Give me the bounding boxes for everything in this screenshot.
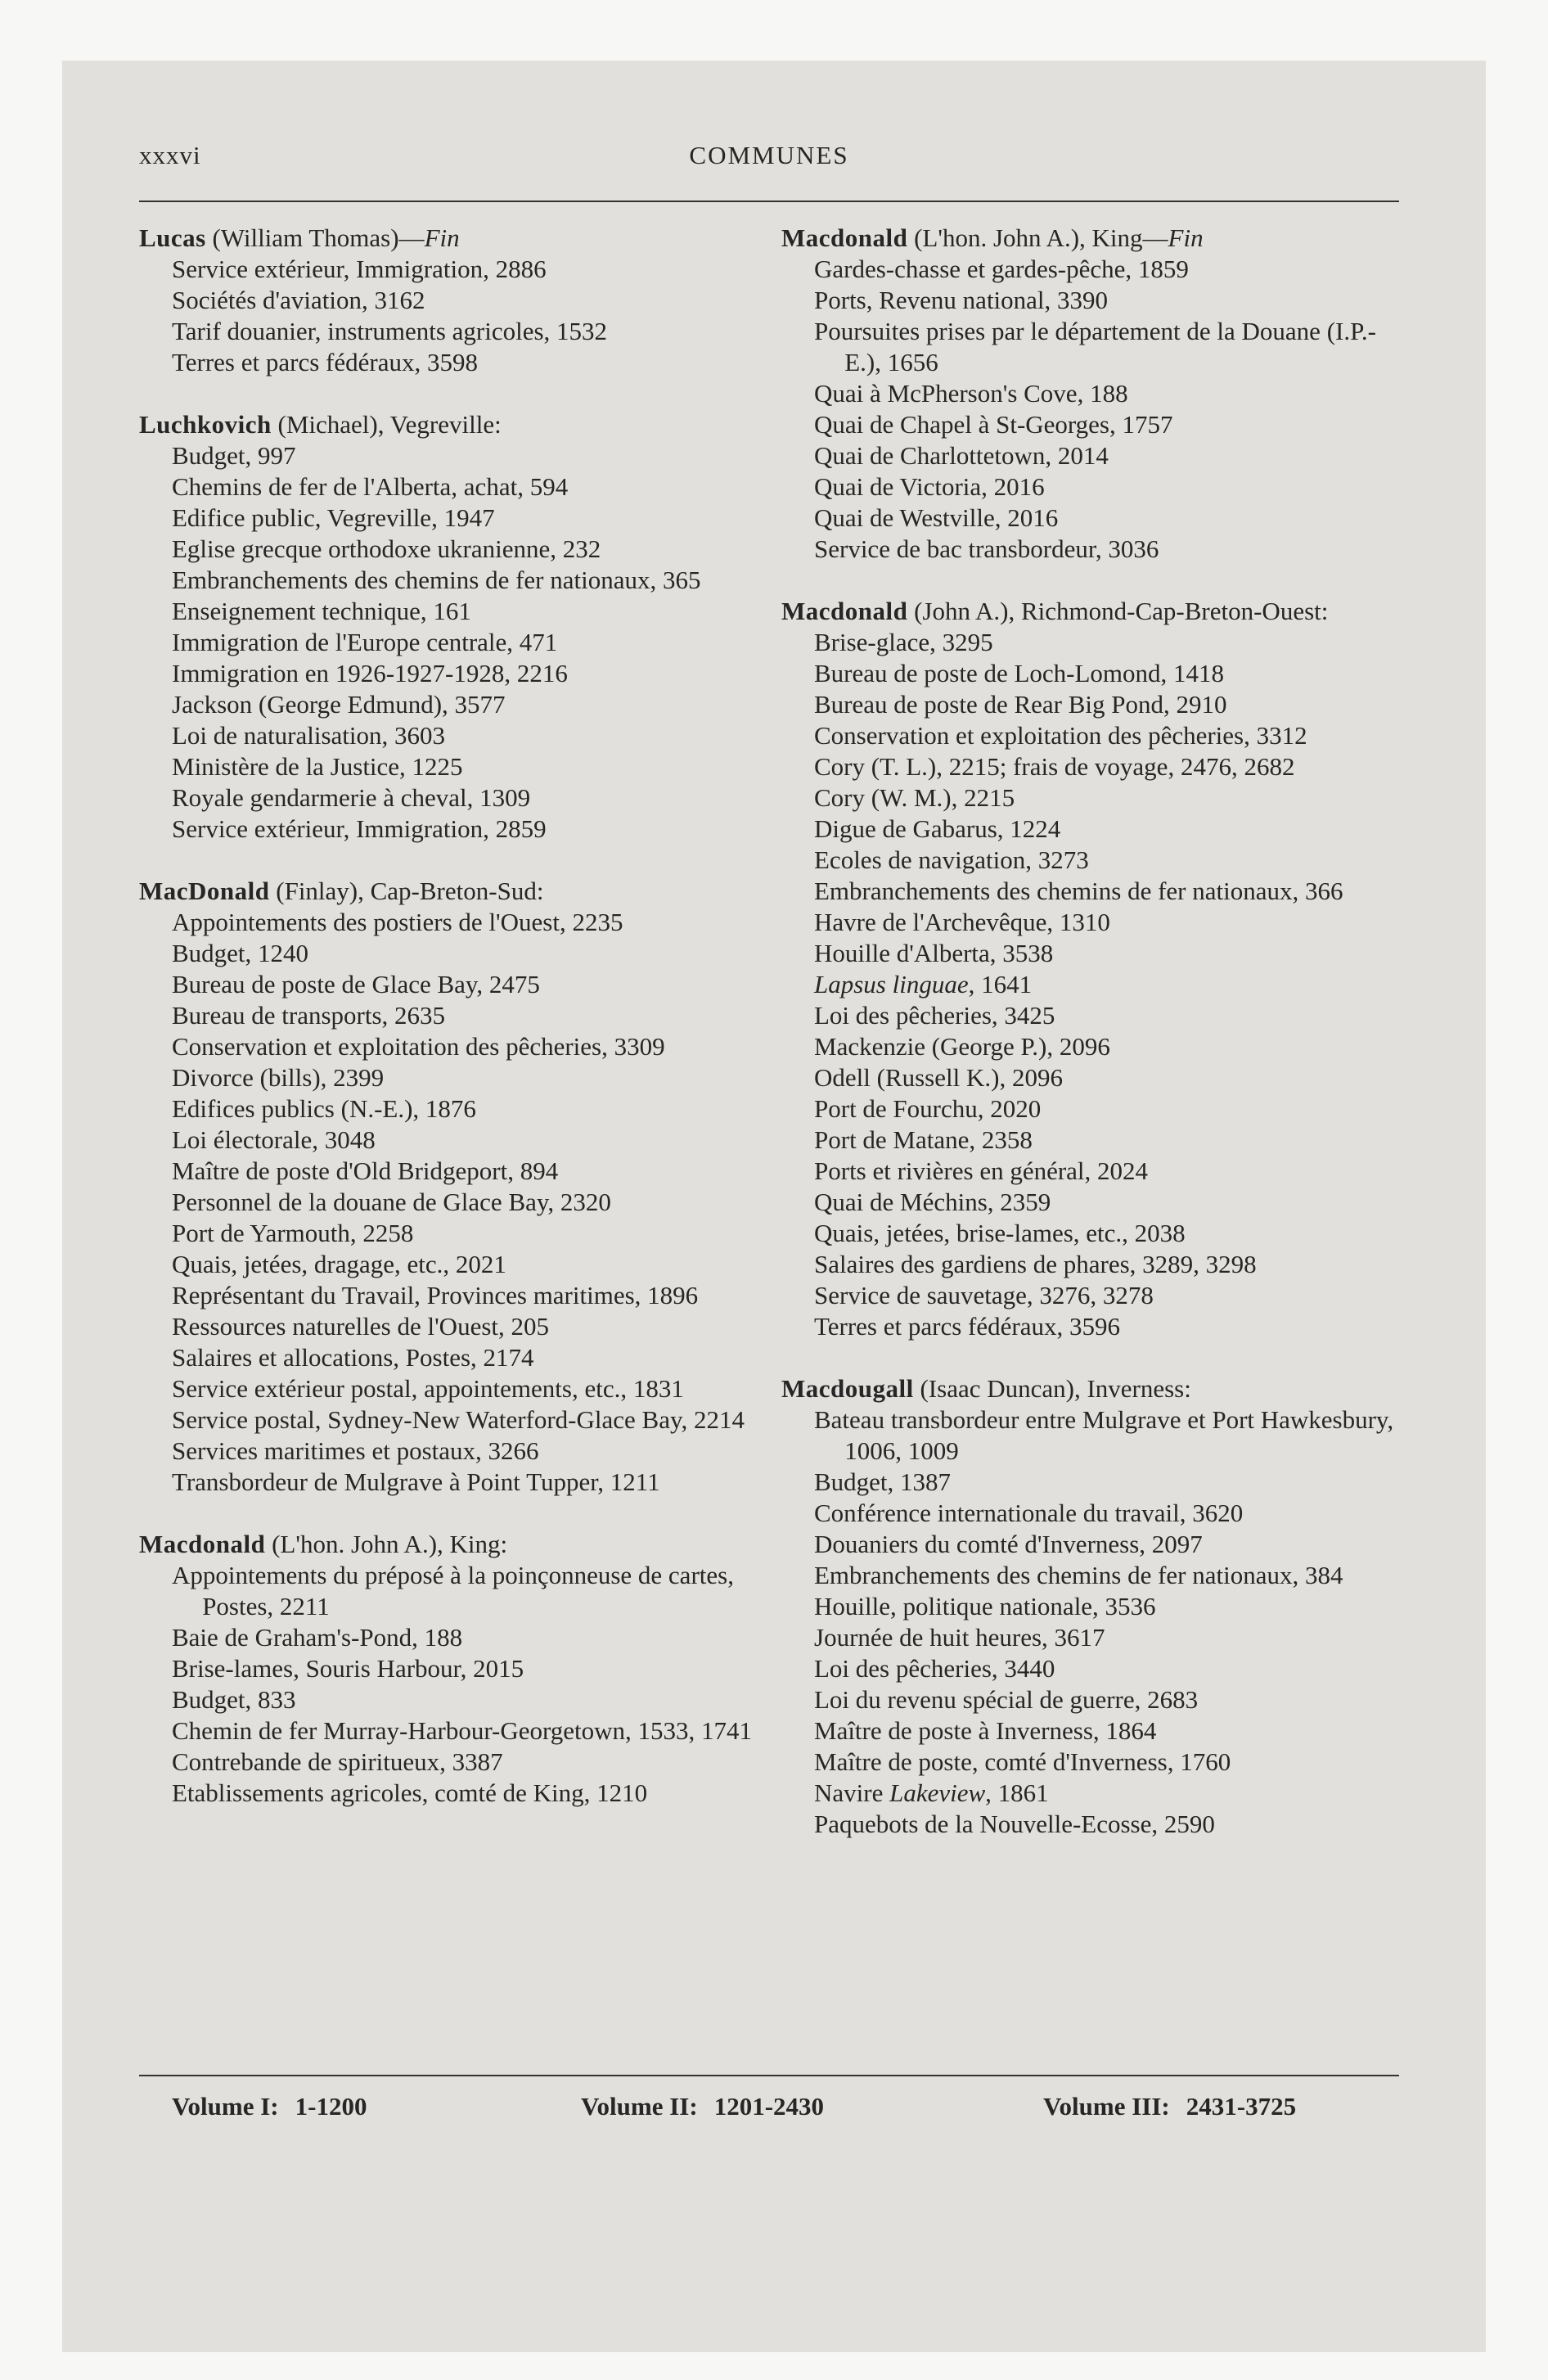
subject-item: Tarif douanier, instruments agricoles, 1532 — [172, 317, 608, 345]
volume-1-range: Volume I: 1-1200 — [172, 2092, 367, 2121]
subject-item: Service extérieur, Immigration, 2886 — [172, 255, 547, 283]
subject-item: Paquebots de la Nouvelle-Ecosse, 2590 — [814, 1810, 1215, 1838]
subject-item: Appointements des postiers de l'Ouest, 2235 — [172, 908, 623, 936]
subject-item: Sociétés d'aviation, 3162 — [172, 286, 425, 314]
subject-item: Quais, jetées, dragage, etc., 2021 — [172, 1250, 506, 1278]
member-riding: (L'hon. John A.), King: — [265, 1530, 508, 1558]
subject-item: Conservation et exploitation des pêcheries, 3309 — [172, 1032, 665, 1061]
member-name: Lucas — [139, 223, 206, 252]
subject-item: Personnel de la douane de Glace Bay, 2320 — [172, 1188, 611, 1216]
subject-item: Bureau de poste de Rear Big Pond, 2910 — [814, 690, 1227, 719]
subject-item: Quai de Charlottetown, 2014 — [814, 441, 1109, 470]
subject-item: Maître de poste d'Old Bridgeport, 894 — [172, 1156, 559, 1185]
subject-item: Bateau transbordeur entre Mulgrave et Port Hawkesbury, 1006, 1009 — [814, 1405, 1394, 1465]
index-column-left — [139, 223, 753, 1840]
subject-item: Quai de Victoria, 2016 — [814, 472, 1045, 501]
subject-item: Divorce (bills), 2399 — [172, 1063, 385, 1092]
footer-rule — [139, 2075, 1399, 2076]
subject-item: Gardes-chasse et gardes-pêche, 1859 — [814, 255, 1189, 283]
subject-item: Port de Yarmouth, 2258 — [172, 1219, 414, 1247]
subject-item: Terres et parcs fédéraux, 3598 — [172, 348, 478, 376]
entry-heading — [781, 223, 1395, 254]
subject-item: Eglise grecque orthodoxe ukranienne, 232 — [172, 534, 601, 563]
subject-item: Journée de huit heures, 3617 — [814, 1623, 1105, 1652]
index-entry — [139, 1529, 753, 1809]
subject-item: Houille, politique nationale, 3536 — [814, 1592, 1156, 1620]
index-entry — [139, 409, 753, 845]
index-entry — [781, 223, 1395, 565]
index-entry — [781, 1373, 1395, 1840]
entry-heading — [139, 876, 753, 907]
page-title: COMMUNES — [689, 141, 849, 169]
subject-item: Chemin de fer Murray-Harbour-Georgetown, 1533, 1741 — [172, 1716, 753, 1745]
subject-item: Enseignement technique, 161 — [172, 597, 471, 625]
subject-ref: , 1861 — [985, 1778, 1049, 1807]
subject-item: Terres et parcs fédéraux, 3596 — [814, 1312, 1120, 1341]
subject-item: Odell (Russell K.), 2096 — [814, 1063, 1063, 1092]
subject-item: Mackenzie (George P.), 2096 — [814, 1032, 1110, 1061]
subject-item: Budget, 833 — [172, 1685, 296, 1714]
subject-item: Quais, jetées, brise-lames, etc., 2038 — [814, 1219, 1186, 1247]
running-header — [139, 141, 1399, 182]
subject-item: Douaniers du comté d'Inverness, 2097 — [814, 1530, 1203, 1558]
subject-item — [814, 969, 1395, 1000]
subject-item: Service extérieur postal, appointements, etc., 1831 — [172, 1374, 684, 1403]
subject-item: Brise-lames, Souris Harbour, 2015 — [172, 1654, 524, 1683]
volume-2-range: Volume II: 1201-2430 — [581, 2092, 825, 2121]
index-entry — [781, 596, 1395, 1342]
subject-item: Jackson (George Edmund), 3577 — [172, 690, 506, 719]
subject-item: Immigration en 1926-1927-1928, 2216 — [172, 659, 568, 687]
subject-item: Poursuites prises par le département de la Douane (I.P.-E.), 1656 — [814, 317, 1376, 376]
subject-item: Quai de Chapel à St-Georges, 1757 — [814, 410, 1173, 439]
member-name: Macdougall — [781, 1374, 914, 1403]
subject-item: Edifices publics (N.-E.), 1876 — [172, 1094, 476, 1123]
subject-item: Port de Matane, 2358 — [814, 1125, 1033, 1154]
subject-item: Salaires et allocations, Postes, 2174 — [172, 1343, 534, 1372]
subject-item: Etablissements agricoles, comté de King, 1210 — [172, 1778, 648, 1807]
member-riding: (Finlay), Cap-Breton-Sud: — [269, 877, 544, 905]
subject-item: Loi des pêcheries, 3425 — [814, 1001, 1055, 1030]
subject-item: Bureau de transports, 2635 — [172, 1001, 446, 1030]
volume-footer — [139, 2092, 1399, 2128]
subject-item: Loi du revenu spécial de guerre, 2683 — [814, 1685, 1199, 1714]
continued-marker: Fin — [424, 223, 460, 252]
index-entry — [139, 223, 753, 378]
subject-item: Port de Fourchu, 2020 — [814, 1094, 1042, 1123]
subject-item: Conservation et exploitation des pêcheries, 3312 — [814, 721, 1307, 750]
entry-heading — [139, 1529, 753, 1560]
continued-marker: Fin — [1168, 223, 1204, 252]
subject-item: Service de bac transbordeur, 3036 — [814, 534, 1159, 563]
subject-italic: Lakeview — [889, 1778, 986, 1807]
member-name: MacDonald — [139, 877, 270, 905]
index-entry — [139, 876, 753, 1498]
subject-item: Embranchements des chemins de fer nationaux, 365 — [172, 566, 701, 594]
subject-item: Edifice public, Vegreville, 1947 — [172, 503, 495, 532]
subject-item: Ports, Revenu national, 3390 — [814, 286, 1109, 314]
subject-item: Maître de poste, comté d'Inverness, 1760 — [814, 1747, 1231, 1776]
subject-item: Embranchements des chemins de fer nationaux, 366 — [814, 877, 1343, 905]
subject-item: Quai de Westville, 2016 — [814, 503, 1059, 532]
subject-item: Bureau de poste de Glace Bay, 2475 — [172, 970, 540, 998]
subject-item: Cory (T. L.), 2215; frais de voyage, 2476, 2682 — [814, 752, 1295, 781]
subject-text: Navire — [814, 1778, 890, 1807]
member-riding: (L'hon. John A.), King— — [907, 223, 1168, 252]
subject-item: Transbordeur de Mulgrave à Point Tupper, 1211 — [172, 1467, 660, 1496]
member-name: Macdonald — [139, 1530, 266, 1558]
subject-item: Cory (W. M.), 2215 — [814, 783, 1015, 812]
volume-3-range: Volume III: 2431-3725 — [1043, 2092, 1297, 2121]
member-riding: (Isaac Duncan), Inverness: — [913, 1374, 1191, 1403]
subject-item: Loi des pêcheries, 3440 — [814, 1654, 1055, 1683]
subject-item: Contrebande de spiritueux, 3387 — [172, 1747, 503, 1776]
subject-item: Budget, 997 — [172, 441, 296, 470]
subject-item: Loi de naturalisation, 3603 — [172, 721, 446, 750]
subject-item: Royale gendarmerie à cheval, 1309 — [172, 783, 531, 812]
entry-heading — [139, 223, 753, 254]
subject-item: Service postal, Sydney-New Waterford-Glace Bay, 2214 — [172, 1405, 745, 1434]
subject-item: Maître de poste à Inverness, 1864 — [814, 1716, 1157, 1745]
header-rule — [139, 201, 1399, 202]
subject-item: Bureau de poste de Loch-Lomond, 1418 — [814, 659, 1225, 687]
page-number: xxxvi — [139, 141, 201, 169]
subject-item: Services maritimes et postaux, 3266 — [172, 1436, 539, 1465]
index-column-right — [781, 223, 1395, 1871]
subject-item: Baie de Graham's-Pond, 188 — [172, 1623, 463, 1652]
subject-item: Service extérieur, Immigration, 2859 — [172, 814, 547, 843]
subject-item: Havre de l'Archevêque, 1310 — [814, 908, 1110, 936]
member-riding: (John A.), Richmond-Cap-Breton-Ouest: — [907, 597, 1329, 625]
subject-item: Loi électorale, 3048 — [172, 1125, 376, 1154]
subject-item: Digue de Gabarus, 1224 — [814, 814, 1061, 843]
subject-item: Service de sauvetage, 3276, 3278 — [814, 1281, 1154, 1309]
member-riding: (William Thomas)— — [205, 223, 425, 252]
subject-item: Ressources naturelles de l'Ouest, 205 — [172, 1312, 550, 1341]
subject-item: Chemins de fer de l'Alberta, achat, 594 — [172, 472, 569, 501]
subject-item: Budget, 1387 — [814, 1467, 952, 1496]
subject-italic: Lapsus linguae — [814, 970, 969, 998]
subject-item: Conférence internationale du travail, 3620 — [814, 1499, 1244, 1527]
member-name: Luchkovich — [139, 410, 272, 439]
subject-item: Brise-glace, 3295 — [814, 628, 993, 656]
subject-item: Représentant du Travail, Provinces maritimes, 1896 — [172, 1281, 699, 1309]
subject-item: Ministère de la Justice, 1225 — [172, 752, 463, 781]
subject-item: Ecoles de navigation, 3273 — [814, 845, 1089, 874]
member-name: Macdonald — [781, 223, 908, 252]
subject-item: Quai de Méchins, 2359 — [814, 1188, 1051, 1216]
entry-heading — [139, 409, 753, 440]
subject-item: Embranchements des chemins de fer nationaux, 384 — [814, 1561, 1343, 1589]
subject-item: Quai à McPherson's Cove, 188 — [814, 379, 1128, 408]
subject-item: Ports et rivières en général, 2024 — [814, 1156, 1149, 1185]
subject-item — [814, 1778, 1395, 1809]
subject-item: Houille d'Alberta, 3538 — [814, 939, 1054, 967]
entry-heading — [781, 1373, 1395, 1404]
member-riding: (Michael), Vegreville: — [271, 410, 502, 439]
member-name: Macdonald — [781, 597, 908, 625]
entry-heading — [781, 596, 1395, 627]
subject-item: Salaires des gardiens de phares, 3289, 3298 — [814, 1250, 1257, 1278]
subject-ref: , 1641 — [968, 970, 1033, 998]
subject-item: Immigration de l'Europe centrale, 471 — [172, 628, 558, 656]
subject-item: Budget, 1240 — [172, 939, 309, 967]
subject-item: Appointements du préposé à la poinçonneuse de cartes, Postes, 2211 — [172, 1561, 734, 1620]
